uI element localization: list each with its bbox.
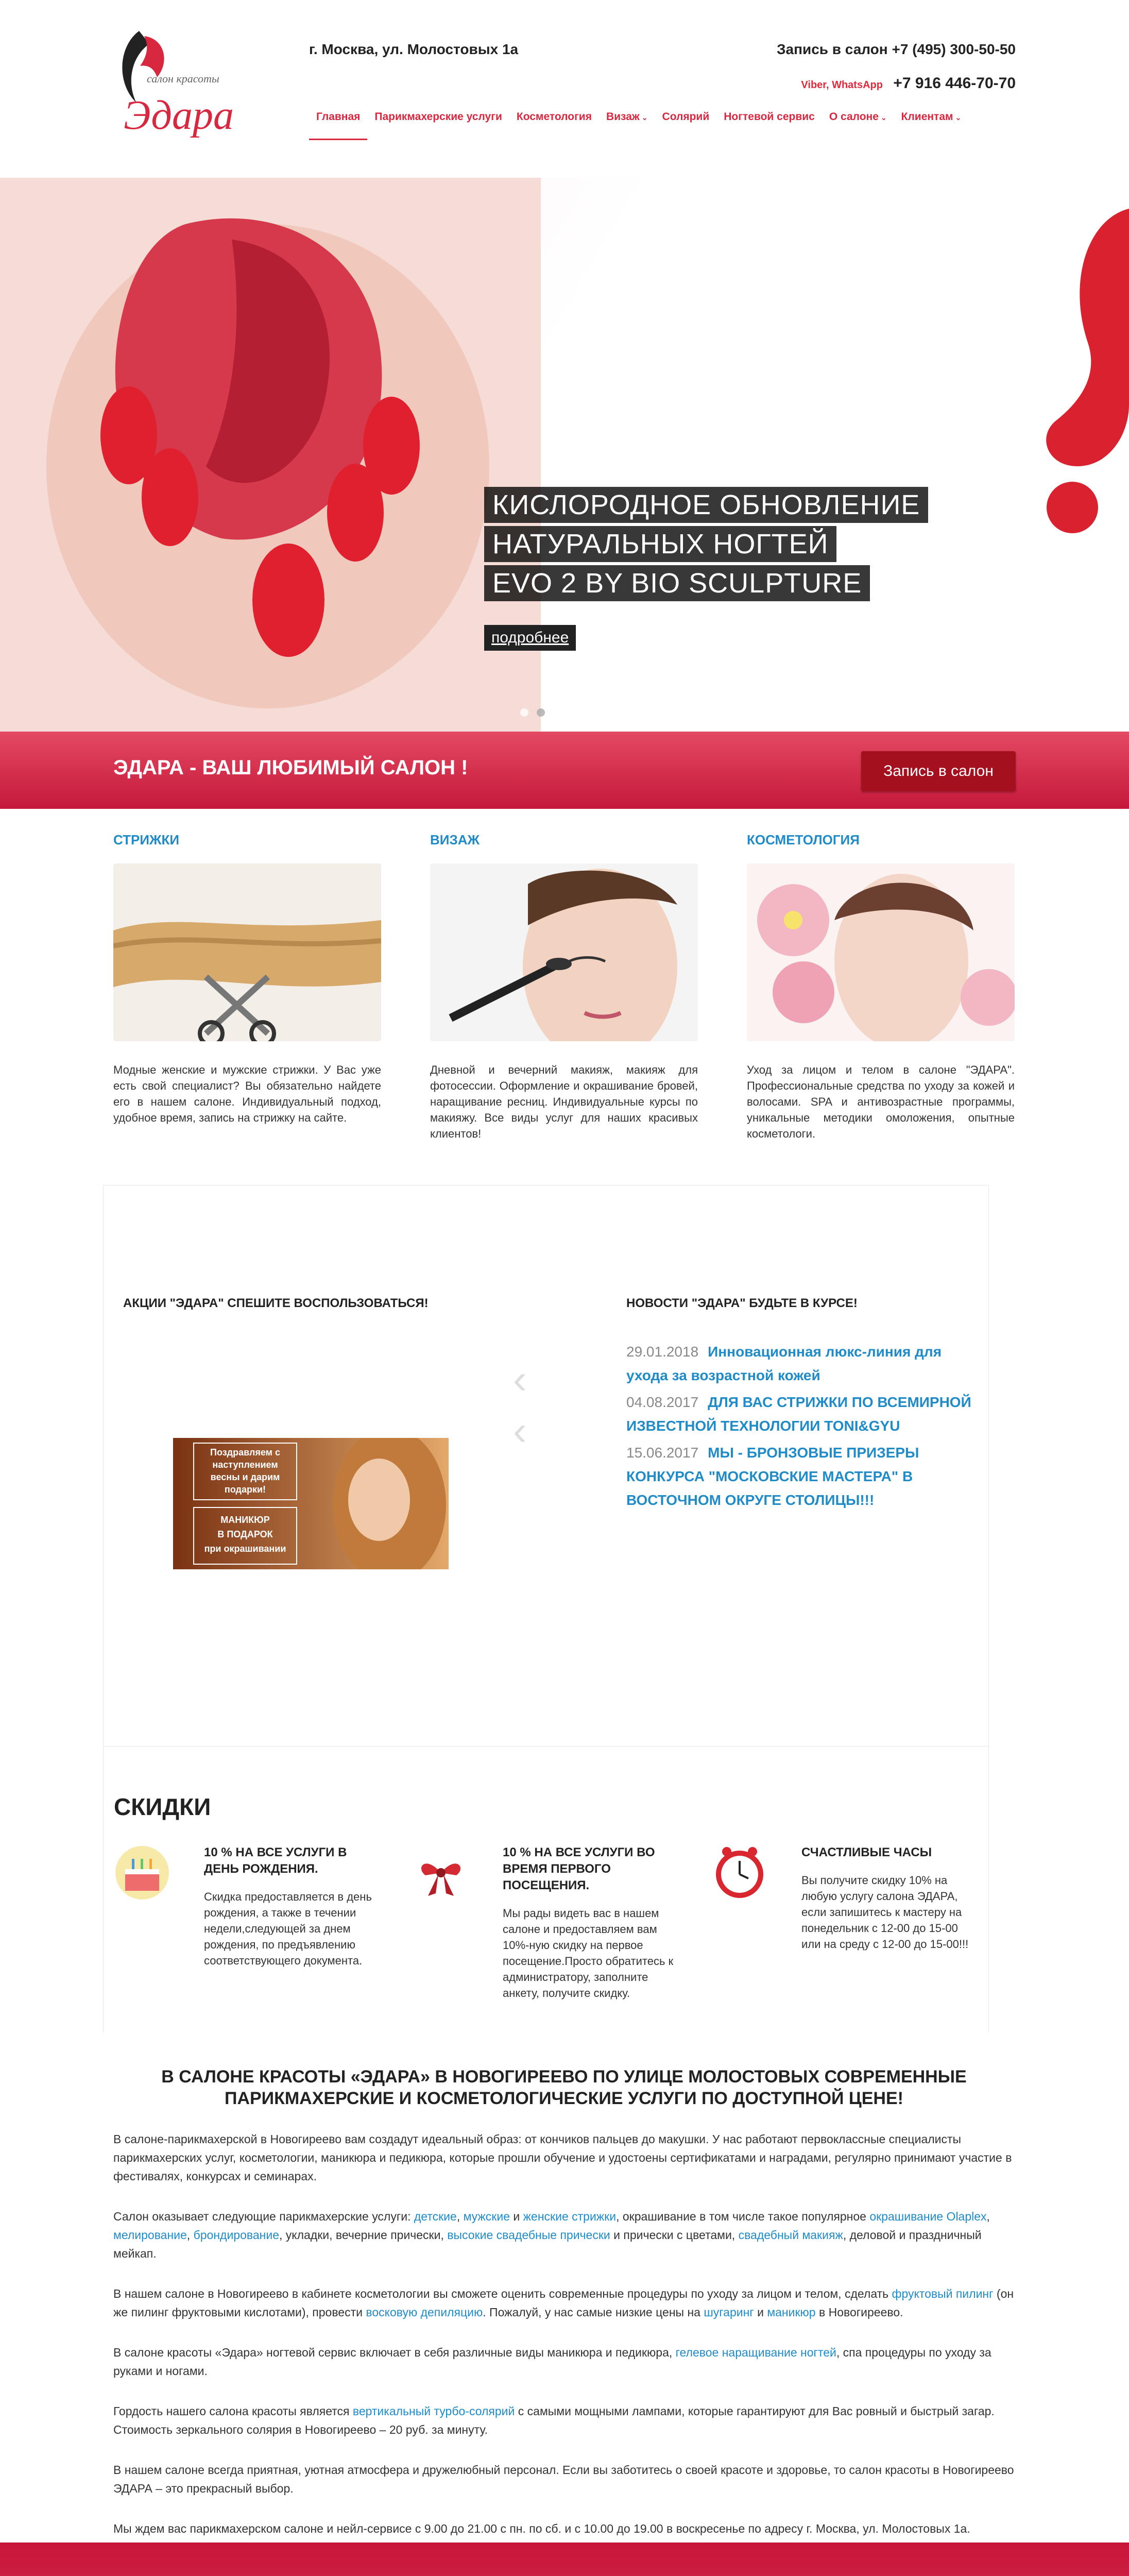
nav-clients-label: Клиентам	[901, 111, 953, 123]
slider-dots	[520, 708, 594, 717]
link-bronding[interactable]: брондирование	[193, 2228, 279, 2242]
gift-bow-icon	[413, 1844, 469, 1901]
link-solarium[interactable]: вертикальный турбо-солярий	[352, 2404, 515, 2418]
about-paragraph: Салон оказывает следующие парикмахерские услуги: детские, мужские и женские стрижки, окрашивание в том числе такое популярное окрашивание Olaplex, мелирование, брондирование, укладки, вечерние прически, высокие свадебные прически и прически с цветами, свадебный макияж, деловой и праздничный мейкап.	[113, 2210, 990, 2260]
link-wedding-makeup[interactable]: свадебный макияж	[738, 2228, 843, 2242]
discount-first-visit	[413, 1844, 680, 2001]
banner-title: ЭДАРА - ВАШ ЛЮБИМЫЙ САЛОН !	[113, 756, 468, 779]
service-text: Уход за лицом и телом в салоне "ЭДАРА". Профессиональные средства по уходу за кожей и волосами. SPA и антивозрастные программы, уникальные методики омоложения, опытные косметологи.	[747, 1063, 1015, 1140]
service-haircuts	[113, 832, 381, 1142]
discount-birthday	[114, 1844, 382, 1969]
messengers-label: Viber, WhatsApp	[801, 79, 883, 91]
slide-line-2: НАТУРАЛЬНЫХ НОГТЕЙ	[484, 526, 836, 562]
nav-solarium[interactable]: Солярий	[662, 111, 710, 123]
news-link[interactable]: ДЛЯ ВАС СТРИЖКИ ПО ВСЕМИРНОЙ ИЗВЕСТНОЙ ТЕХНОЛОГИИ TONI&GYU	[626, 1394, 971, 1434]
discount-text: Мы рады видеть вас в нашем салоне и предоставляем вам 10%-ную скидку на первое посещение.Просто обратитесь к администратору, заполните анкету, получите скидку.	[503, 1907, 674, 1999]
slide-line-1: КИСЛОРОДНОЕ ОБНОВЛЕНИЕ	[484, 487, 928, 523]
discount-happy-hours	[711, 1844, 979, 1952]
slider-dot-2[interactable]	[537, 708, 545, 717]
prev-arrow-icon[interactable]: ‹	[513, 1356, 527, 1402]
logo[interactable]	[108, 26, 242, 155]
service-title[interactable]: ВИЗАЖ	[430, 832, 480, 848]
link-highlighting[interactable]: мелирование	[113, 2228, 187, 2242]
nav-about[interactable]	[822, 111, 894, 140]
favorite-salon-banner	[0, 732, 1129, 809]
about-paragraph: Гордость нашего салона красоты является вертикальный турбо-солярий с самыми мощными лампами, которые гарантируют для Вас ровный и быстрый загар. Стоимость зеркального солярия в Новогиреево – 20 руб. за минуту.	[113, 2404, 995, 2436]
promo-banner-text: Поздравляем с наступлением весны и дарим подарки!	[210, 1447, 280, 1495]
gift-certificate-section	[0, 2543, 1129, 2576]
services-section	[113, 832, 1015, 1142]
news-item[interactable]	[626, 1340, 982, 1387]
nav-clients[interactable]	[894, 111, 969, 140]
about-paragraph: В нашем салоне всегда приятная, уютная атмосфера и дружелюбный персонал. Если вы заботитесь о своей красоте и здоровье, то салон красоты в Новогиреево ЭДАРА – это прекрасный выбор.	[113, 2463, 1014, 2495]
spring-promo-banner[interactable]	[173, 1438, 449, 1569]
nav-nails[interactable]: Ногтевой сервис	[724, 111, 815, 123]
chevron-down-icon: ⌄	[641, 113, 648, 122]
link-fruit-peeling[interactable]: фруктовый пилинг	[892, 2287, 994, 2300]
about-paragraph: В салоне красоты «Эдара» ногтевой сервис включает в себя различные виды маникюра и педикюра, гелевое наращивание ногтей, спа процедуры по уходу за руками и ногами.	[113, 2346, 991, 2378]
hero-slider[interactable]	[0, 178, 1129, 732]
birthday-cake-icon	[114, 1844, 170, 1901]
news-title: НОВОСТИ "ЭДАРА" БУДЬТЕ В КУРСЕ!	[626, 1296, 858, 1310]
link-olaplex[interactable]: окрашивание Olaplex	[869, 2210, 987, 2223]
news-link[interactable]: МЫ - БРОНЗОВЫЕ ПРИЗЕРЫ КОНКУРСА "МОСКОВСКИЕ МАСТЕРА" В ВОСТОЧНОМ ОКРУГЕ СТОЛИЦЫ!!!	[626, 1445, 919, 1508]
discount-title: 10 % НА ВСЕ УСЛУГИ ВО ВРЕМЯ ПЕРВОГО ПОСЕЩЕНИЯ.	[503, 1845, 655, 1892]
booking-label: Запись в салон	[776, 41, 888, 57]
actions-title: АКЦИИ "ЭДАРА" СПЕШИТЕ ВОСПОЛЬЗОВАТЬСЯ!	[123, 1296, 429, 1310]
link-wedding-hair[interactable]: высокие свадебные прически	[447, 2228, 610, 2242]
nav-cosmetology[interactable]: Косметология	[516, 111, 592, 123]
link-manicure[interactable]: маникюр	[767, 2306, 816, 2319]
slider-dot-5[interactable]	[586, 708, 594, 717]
logo-sub: салон красоты	[147, 72, 219, 85]
discount-text: Вы получите скидку 10% на любую услугу салона ЭДАРА, если запишитесь к мастеру на понедельник с 12-00 до 15-00 или на среду с 12-00 до 15-00!!!	[801, 1874, 969, 1951]
svg-text:Эдара: Эдара	[124, 93, 234, 138]
slider-dot-4[interactable]	[570, 708, 578, 717]
book-salon-button[interactable]: Запись в салон	[861, 751, 1016, 791]
actions-news-section	[103, 1185, 989, 1747]
hands-with-tulip-image	[0, 178, 541, 732]
nav-home[interactable]: Главная	[309, 111, 367, 140]
news-item[interactable]	[626, 1391, 982, 1438]
promo-banner-offer: МАНИКЮР В ПОДАРОК при окрашивании	[204, 1515, 286, 1554]
news-date: 04.08.2017	[626, 1394, 699, 1410]
service-text: Дневной и вечерний макияж, макияж для фотосессии. Оформление и окрашивание бровей, наращивание ресниц. Индивидуальные курсы по макияжу. Все виды услуг для наших красивых клиентов!	[430, 1063, 698, 1140]
link-kids-haircuts[interactable]: детские	[414, 2210, 457, 2223]
nav-makeup[interactable]	[599, 111, 655, 140]
slider-dot-1[interactable]	[520, 708, 528, 717]
cosmetology-image[interactable]	[747, 863, 1015, 1041]
slider-dot-3[interactable]	[553, 708, 561, 717]
mobile-phone-line[interactable]	[801, 75, 1016, 92]
about-paragraph: В салоне-парикмахерской в Новогиреево вам создадут идеальный образ: от кончиков пальцев до макушки. У нас работают первоклассные специалисты парикмахерских услуг, косметологии, маникюра и педикюра, которые прошли обучение и удостоены сертификатами и наградами, регулярно принимают участие в фестивалях, конкурсах и семинарах.	[113, 2132, 1012, 2183]
service-makeup	[430, 832, 698, 1142]
nav-hair[interactable]: Парикмахерские услуги	[374, 111, 502, 123]
nav-about-label: О салоне	[829, 111, 879, 123]
site-header	[0, 0, 1129, 178]
slide-line-3: EVO 2 BY BIO SCULPTURE	[484, 565, 870, 601]
next-arrow-icon[interactable]: ‹	[513, 1408, 527, 1453]
link-women-haircuts[interactable]: женские стрижки	[523, 2210, 617, 2223]
about-title: В САЛОНЕ КРАСОТЫ «ЭДАРА» В НОВОГИРЕЕВО ПО УЛИЦЕ МОЛОСТОВЫХ СОВРЕМЕННЫЕ ПАРИКМАХЕРСКИЕ И КОСМЕТОЛОГИЧЕСКИЕ УСЛУГИ ПО ДОСТУПНОЙ ЦЕНЕ!	[161, 2067, 967, 2108]
link-gel-nails[interactable]: гелевое наращивание ногтей	[675, 2346, 836, 2359]
slide-more-link[interactable]: подробнее	[484, 625, 576, 651]
discount-title: 10 % НА ВСЕ УСЛУГИ В ДЕНЬ РОЖДЕНИЯ.	[204, 1845, 347, 1876]
slide-caption	[484, 487, 928, 651]
chevron-down-icon: ⌄	[880, 113, 887, 122]
about-paragraph: Мы ждем вас парикмахерском салоне и нейл-сервисе с 9.00 до 21.00 с пн. по сб. и с 10.00 до 19.00 в воскресенье по адресу г. Москва, ул. Молостовых 1а.	[113, 2519, 1015, 2556]
news-date: 29.01.2018	[626, 1344, 699, 1360]
discount-text: Скидка предоставляется в день рождения, а также в течении недели,следующей за днем рождения, по предъявлению соответствующего документа.	[204, 1890, 372, 1967]
news-item[interactable]	[626, 1441, 982, 1512]
discount-title: СЧАСТЛИВЫЕ ЧАСЫ	[801, 1845, 932, 1859]
booking-phone-line[interactable]	[777, 41, 1016, 58]
service-text: Модные женские и мужские стрижки. У Вас уже есть свой специалист? Вы обязательно найдете его в нашем салоне. Индивидуальный подход, удобное время, запись на стрижку на сайте.	[113, 1063, 381, 1124]
discounts-title: СКИДКИ	[114, 1793, 211, 1820]
discounts-section	[103, 1744, 989, 2032]
main-nav	[309, 111, 968, 140]
link-men-haircuts[interactable]: мужские	[463, 2210, 510, 2223]
service-cosmetology	[747, 832, 1015, 1142]
header-address: г. Москва, ул. Молостовых 1а	[309, 41, 519, 57]
link-sugaring[interactable]: шугаринг	[704, 2306, 754, 2319]
service-title[interactable]: КОСМЕТОЛОГИЯ	[747, 832, 860, 848]
haircut-image[interactable]	[113, 863, 381, 1041]
mobile-phone[interactable]: +7 916 446-70-70	[893, 75, 1016, 92]
news-list	[626, 1340, 982, 1515]
nail-polish-drops	[933, 178, 1129, 538]
booking-phone[interactable]: +7 (495) 300-50-50	[892, 41, 1016, 57]
decorative-swirl-image	[820, 2558, 1016, 2576]
service-title[interactable]: СТРИЖКИ	[113, 832, 180, 848]
chevron-down-icon: ⌄	[955, 113, 962, 122]
link-wax-depilation[interactable]: восковую депиляцию	[366, 2306, 483, 2319]
clock-icon	[711, 1844, 768, 1901]
makeup-image[interactable]	[430, 863, 698, 1041]
news-link[interactable]: Инновационная люкс-линия для ухода за возрастной кожей	[626, 1344, 942, 1383]
about-paragraph: В нашем салоне в Новогиреево в кабинете косметологии вы сможете оценить современные процедуры по уходу за лицом и телом, сделать фруктовый пилинг (он же пилинг фруктовыми кислотами), провести восковую депиляцию. Пожалуй, у нас самые низкие цены на шугаринг и маникюр в Новогиреево.	[113, 2287, 1014, 2319]
news-date: 15.06.2017	[626, 1445, 699, 1461]
nav-makeup-label: Визаж	[606, 111, 640, 123]
about-text-section	[113, 2066, 1015, 2576]
